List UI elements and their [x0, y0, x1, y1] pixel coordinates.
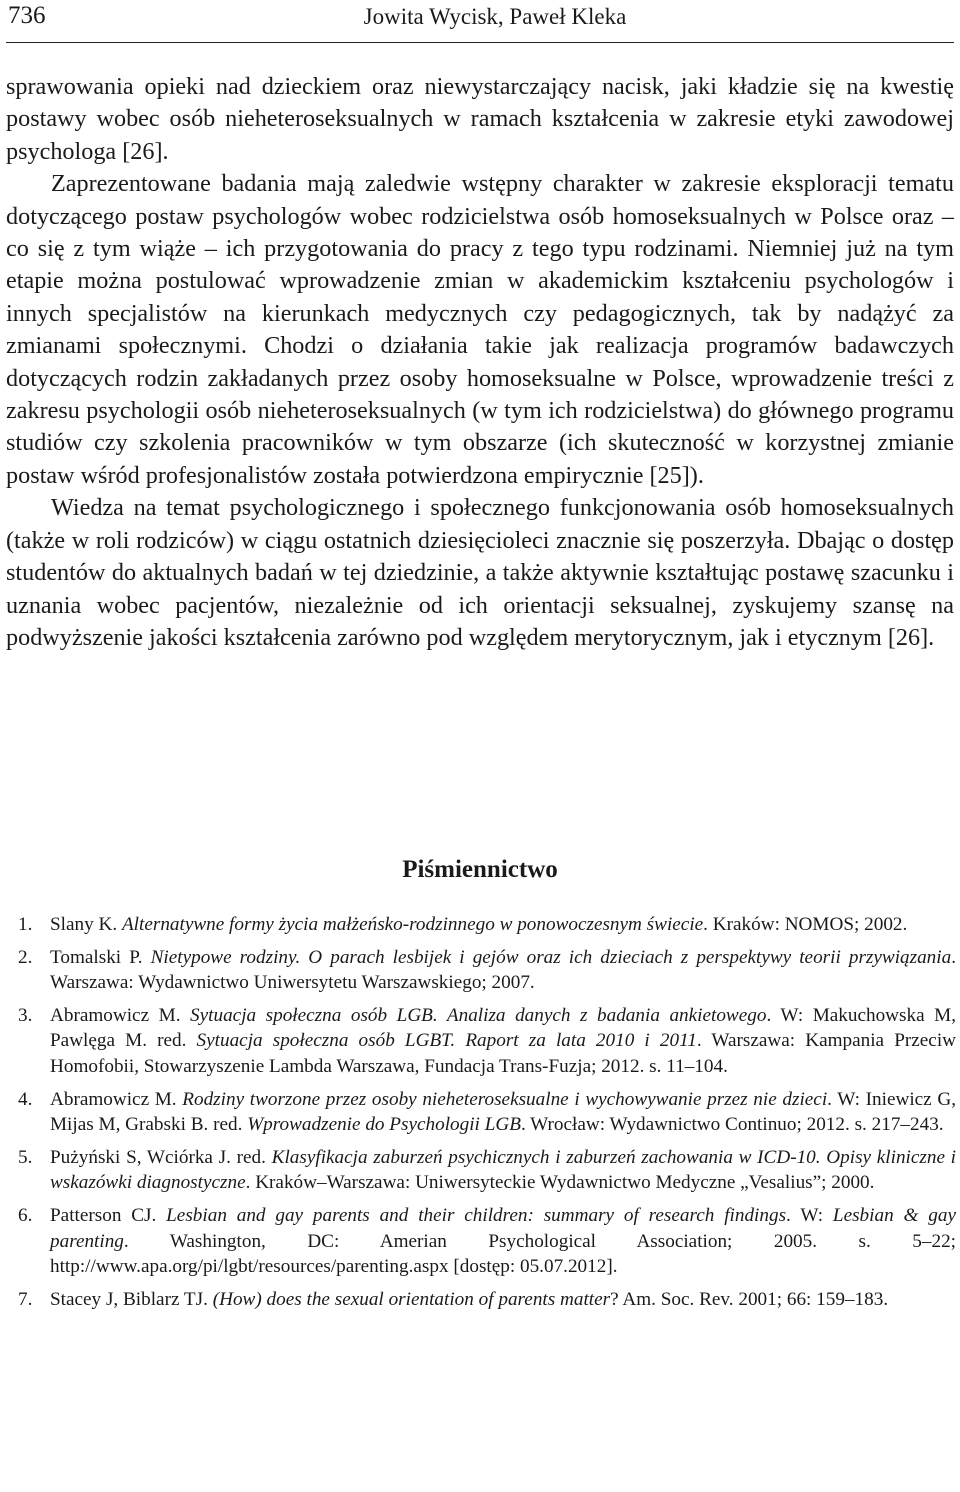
reference-item [6, 1145, 956, 1196]
reference-item [6, 912, 956, 938]
paragraph-2: Zaprezentowane badania mają zaledwie wstępny charakter w zakresie eksploracji tematu dotyczącego postaw psychologów wobec rodzicielstwa osób homoseksualnych w Polsce oraz – co się z tym wiąże – ich przygotowania do pracy z tego typu rodzinami. Niemniej już na tym etapie można postulować wprowadzenie zmian w akademickim kształceniu psychologów i innych specjalistów na kierunkach medycznych czy pedagogicznych, tak by nadążyć za zmianami społecznymi. Chodzi o działania takie jak realizacja programów badawczych dotyczących rodzin zakładanych przez osoby homoseksualne w Polsce, wprowadzenie treści z zakresu psychologii osób nieheteroseksualnych (w tym ich rodzicielstwa) do głównego programu studiów czy szkolenia pracowników w tym obszarze (ich skuteczność w korzystnej zmianie postaw wśród profesjonalistów została potwierdzona empirycznie [25]). [6, 170, 954, 489]
reference-item [6, 1003, 956, 1080]
reference-text: Abramowicz M. Sytuacja społeczna osób LGB. Analiza danych z badania ankietowego. W: Makuchowska M, Pawlęga M. red. Sytuacja społeczna osób LGBT. Raport za lata 2010 i 2011. Warszawa: Kampania Przeciw Homofobii, Stowarzyszenie Lambda Warszawa, Fundacja Trans-Fuzja; 2012. s. 11–104. [50, 1004, 957, 1077]
references-list [6, 912, 956, 1319]
reference-item [6, 1087, 956, 1138]
reference-number: 5. [18, 1146, 33, 1168]
running-head: Jowita Wycisk, Paweł Kleka [363, 4, 627, 29]
reference-text: Slany K. Alternatywne formy życia małżeńsko-rodzinnego w ponowoczesnym świecie. Kraków: NOMOS; 2002. [50, 914, 908, 935]
reference-number: 3. [18, 1004, 33, 1026]
header-rule [6, 42, 954, 43]
body-text [6, 71, 954, 654]
reference-text: Patterson CJ. Lesbian and gay parents and their children: summary of research findings. W: Lesbian & gay parenting. Washington, DC: Amerian Psychological Association; 2005. s. 5–22; http://www.apa.org/pi/lgbt/resources/parenting.aspx [dostęp: 05.07.2012]. [50, 1204, 956, 1278]
references-heading: Piśmiennictwo [402, 856, 558, 883]
paragraph-3: Wiedza na temat psychologicznego i społecznego funkcjonowania osób homoseksualnych (także w roli rodziców) w ciągu ostatnich dziesięcioleci znacznie się poszerzyła. Dbając o dostęp studentów do aktualnych badań w tej dziedzinie, a także aktywnie kształtując postawę szacunku i uznania wobec pacjentów, niezależnie od ich orientacji seksualnej, zyskujemy szansę na podwyższenie jakości kształcenia zarówno pod względem merytorycznym, jak i etycznym [26]. [6, 494, 954, 651]
page-number: 736 [8, 2, 46, 29]
reference-item [6, 1203, 956, 1280]
reference-number: 4. [18, 1088, 33, 1110]
reference-item [6, 945, 956, 996]
reference-number: 1. [18, 914, 33, 935]
reference-text: Abramowicz M. Rodziny tworzone przez osoby nieheteroseksualne i wychowywanie przez nie dzieci. W: Iniewicz G, Mijas M, Grabski B. red. Wprowadzenie do Psychologii LGB. Wrocław: Wydawnictwo Continuo; 2012. s. 217–243. [50, 1088, 957, 1136]
reference-number: 2. [18, 946, 33, 968]
reference-text: Stacey J, Biblarz TJ. (How) does the sexual orientation of parents matter? Am. Soc. Rev. 2001; 66: 159–183. [50, 1288, 889, 1310]
reference-item [6, 1287, 956, 1313]
reference-number: 6. [18, 1204, 33, 1226]
page-header [0, 0, 960, 44]
reference-text: Pużyński S, Wciórka J. red. Klasyfikacja zaburzeń psychicznych i zaburzeń zachowania w ICD-10. Opisy kliniczne i wskazówki diagnostyczne. Kraków–Warszawa: Uniwersyteckie Wydawnictwo Medyczne „Vesalius”; 2000. [50, 1146, 956, 1194]
reference-number: 7. [18, 1288, 33, 1310]
paragraph-1: sprawowania opieki nad dzieckiem oraz niewystarczający nacisk, jaki kładzie się na kwestię postawy wobec osób nieheteroseksualnych w ramach kształcenia w zakresie etyki zawodowej psychologa [26]. [6, 73, 954, 165]
reference-text: Tomalski P. Nietypowe rodziny. O parach lesbijek i gejów oraz ich dzieciach z perspektywy teorii przywiązania. Warszawa: Wydawnictwo Uniwersytetu Warszawskiego; 2007. [50, 946, 956, 994]
